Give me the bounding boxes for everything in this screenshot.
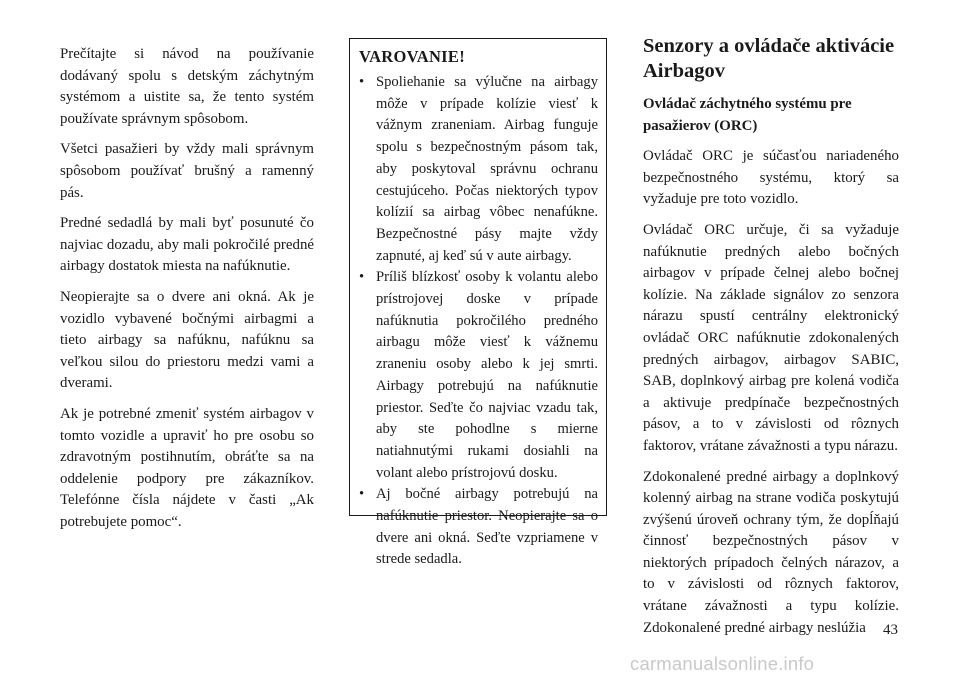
paragraph: Neopierajte sa o dvere ani okná. Ak je vozidlo vybavené bočnými airbagmi a tieto airbagy sa nafúknu, nafúknu sa veľkou silou do priestoru medzi vami a dverami.: [60, 288, 314, 392]
paragraph: Ovládač ORC je súčasťou nariadeného bezpečnostného systému, ktorý sa vyžaduje pre toto vozidlo.: [643, 148, 899, 208]
warning-list: [359, 72, 598, 571]
warning-item: [359, 72, 598, 267]
warning-item-text: Spoliehanie sa výlučne na airbagy môže v prípade kolízie viesť k vážnym zraneniam. Airbag funguje spolu s bezpečnostným pásom tak, aby poskytoval správnu ochranu cestujúceho. Počas niektorých typov kolízií sa airbag vôbec nenafúkne. Bezpečnostné pásy majte vždy zapnuté, aj keď sú v aute airbagy.: [376, 74, 598, 264]
middle-column: [349, 38, 607, 568]
bullet-icon: •: [359, 486, 365, 503]
paragraph: Predné sedadlá by mali byť posunuté čo najviac dozadu, aby mali pokročilé predné airbagy dostatok miesta na nafúknutie.: [60, 215, 314, 275]
warning-item-text: Príliš blízkosť osoby k volantu alebo prístrojovej doske v prípade nafúknutia pokročilého predného airbagu môže viesť k vážnemu zraneniu osoby alebo k jej smrti. Airbagy potrebujú na nafúknutie priestor. Seďte čo najviac vzadu tak, aby ste pohodlne s mierne natiahnutými rukami dosiahli na volant alebo prístrojovú dosku.: [376, 269, 598, 481]
left-column: [60, 44, 314, 542]
paragraph: Zdokonalené predné airbagy a doplnkový kolenný airbag na strane vodiča poskytujú zvýšenú úroveň ochrany tým, že dopĺňajú činnosť bezpečnostných pásov v niektorých prípadoch čelných nárazov, a to v závislosti od rôznych faktorov, vrátane závažnosti a typu kolízie. Zdokonalené predné airbagy neslúžia: [643, 468, 899, 636]
warning-item: [359, 484, 598, 571]
watermark: carmanualsonline.info: [630, 653, 815, 674]
warning-item-text: Aj bočné airbagy potrebujú na nafúknutie priestor. Neopierajte sa o dvere ani okná. Seďte vzpriamene v strede sedadla.: [376, 486, 598, 568]
bullet-icon: •: [359, 74, 365, 90]
page-number: 43: [883, 622, 898, 638]
paragraph: Všetci pasažieri by vždy mali správnym spôsobom používať brušný a ramenný pás.: [60, 141, 314, 201]
paragraph: Ak je potrebné zmeniť systém airbagov v tomto vozidle a upraviť ho pre osobu so zdravotným postihnutím, obráťte sa na oddelenie podpory pre zákazníkov. Telefónne čísla nájdete v časti „Ak potrebujete pomoc“.: [60, 405, 314, 530]
right-column: [643, 34, 899, 648]
paragraph: Ovládač ORC určuje, či sa vyžaduje nafúknutie predných alebo bočných airbagov v prípade čelnej alebo bočnej kolízie. Na základe signálov zo senzora nárazu spustí centrálny elektronický ovládač ORC nafúknutie zdokonalených predných airbagov, airbagov SABIC, SAB, doplnkový airbag pre kolená vodiča a aktivuje predpínače bezpečnostných pásov, a to v závislosti od rôznych faktorov, vrátane závažnosti a typu nárazu.: [643, 221, 899, 454]
sub-heading: Ovládač záchytného systému pre pasažierov (ORC): [643, 96, 852, 134]
section-heading: Senzory a ovládače aktivácie Airbagov: [643, 35, 895, 82]
warning-box: [349, 38, 607, 568]
bullet-icon: •: [359, 269, 365, 286]
warning-item: [359, 267, 598, 484]
warning-title: VAROVANIE!: [359, 47, 465, 66]
paragraph: Prečítajte si návod na používanie dodávaný spolu s detským záchytným systémom a uistite sa, že tento systém používate správnym spôsobom.: [60, 46, 314, 127]
